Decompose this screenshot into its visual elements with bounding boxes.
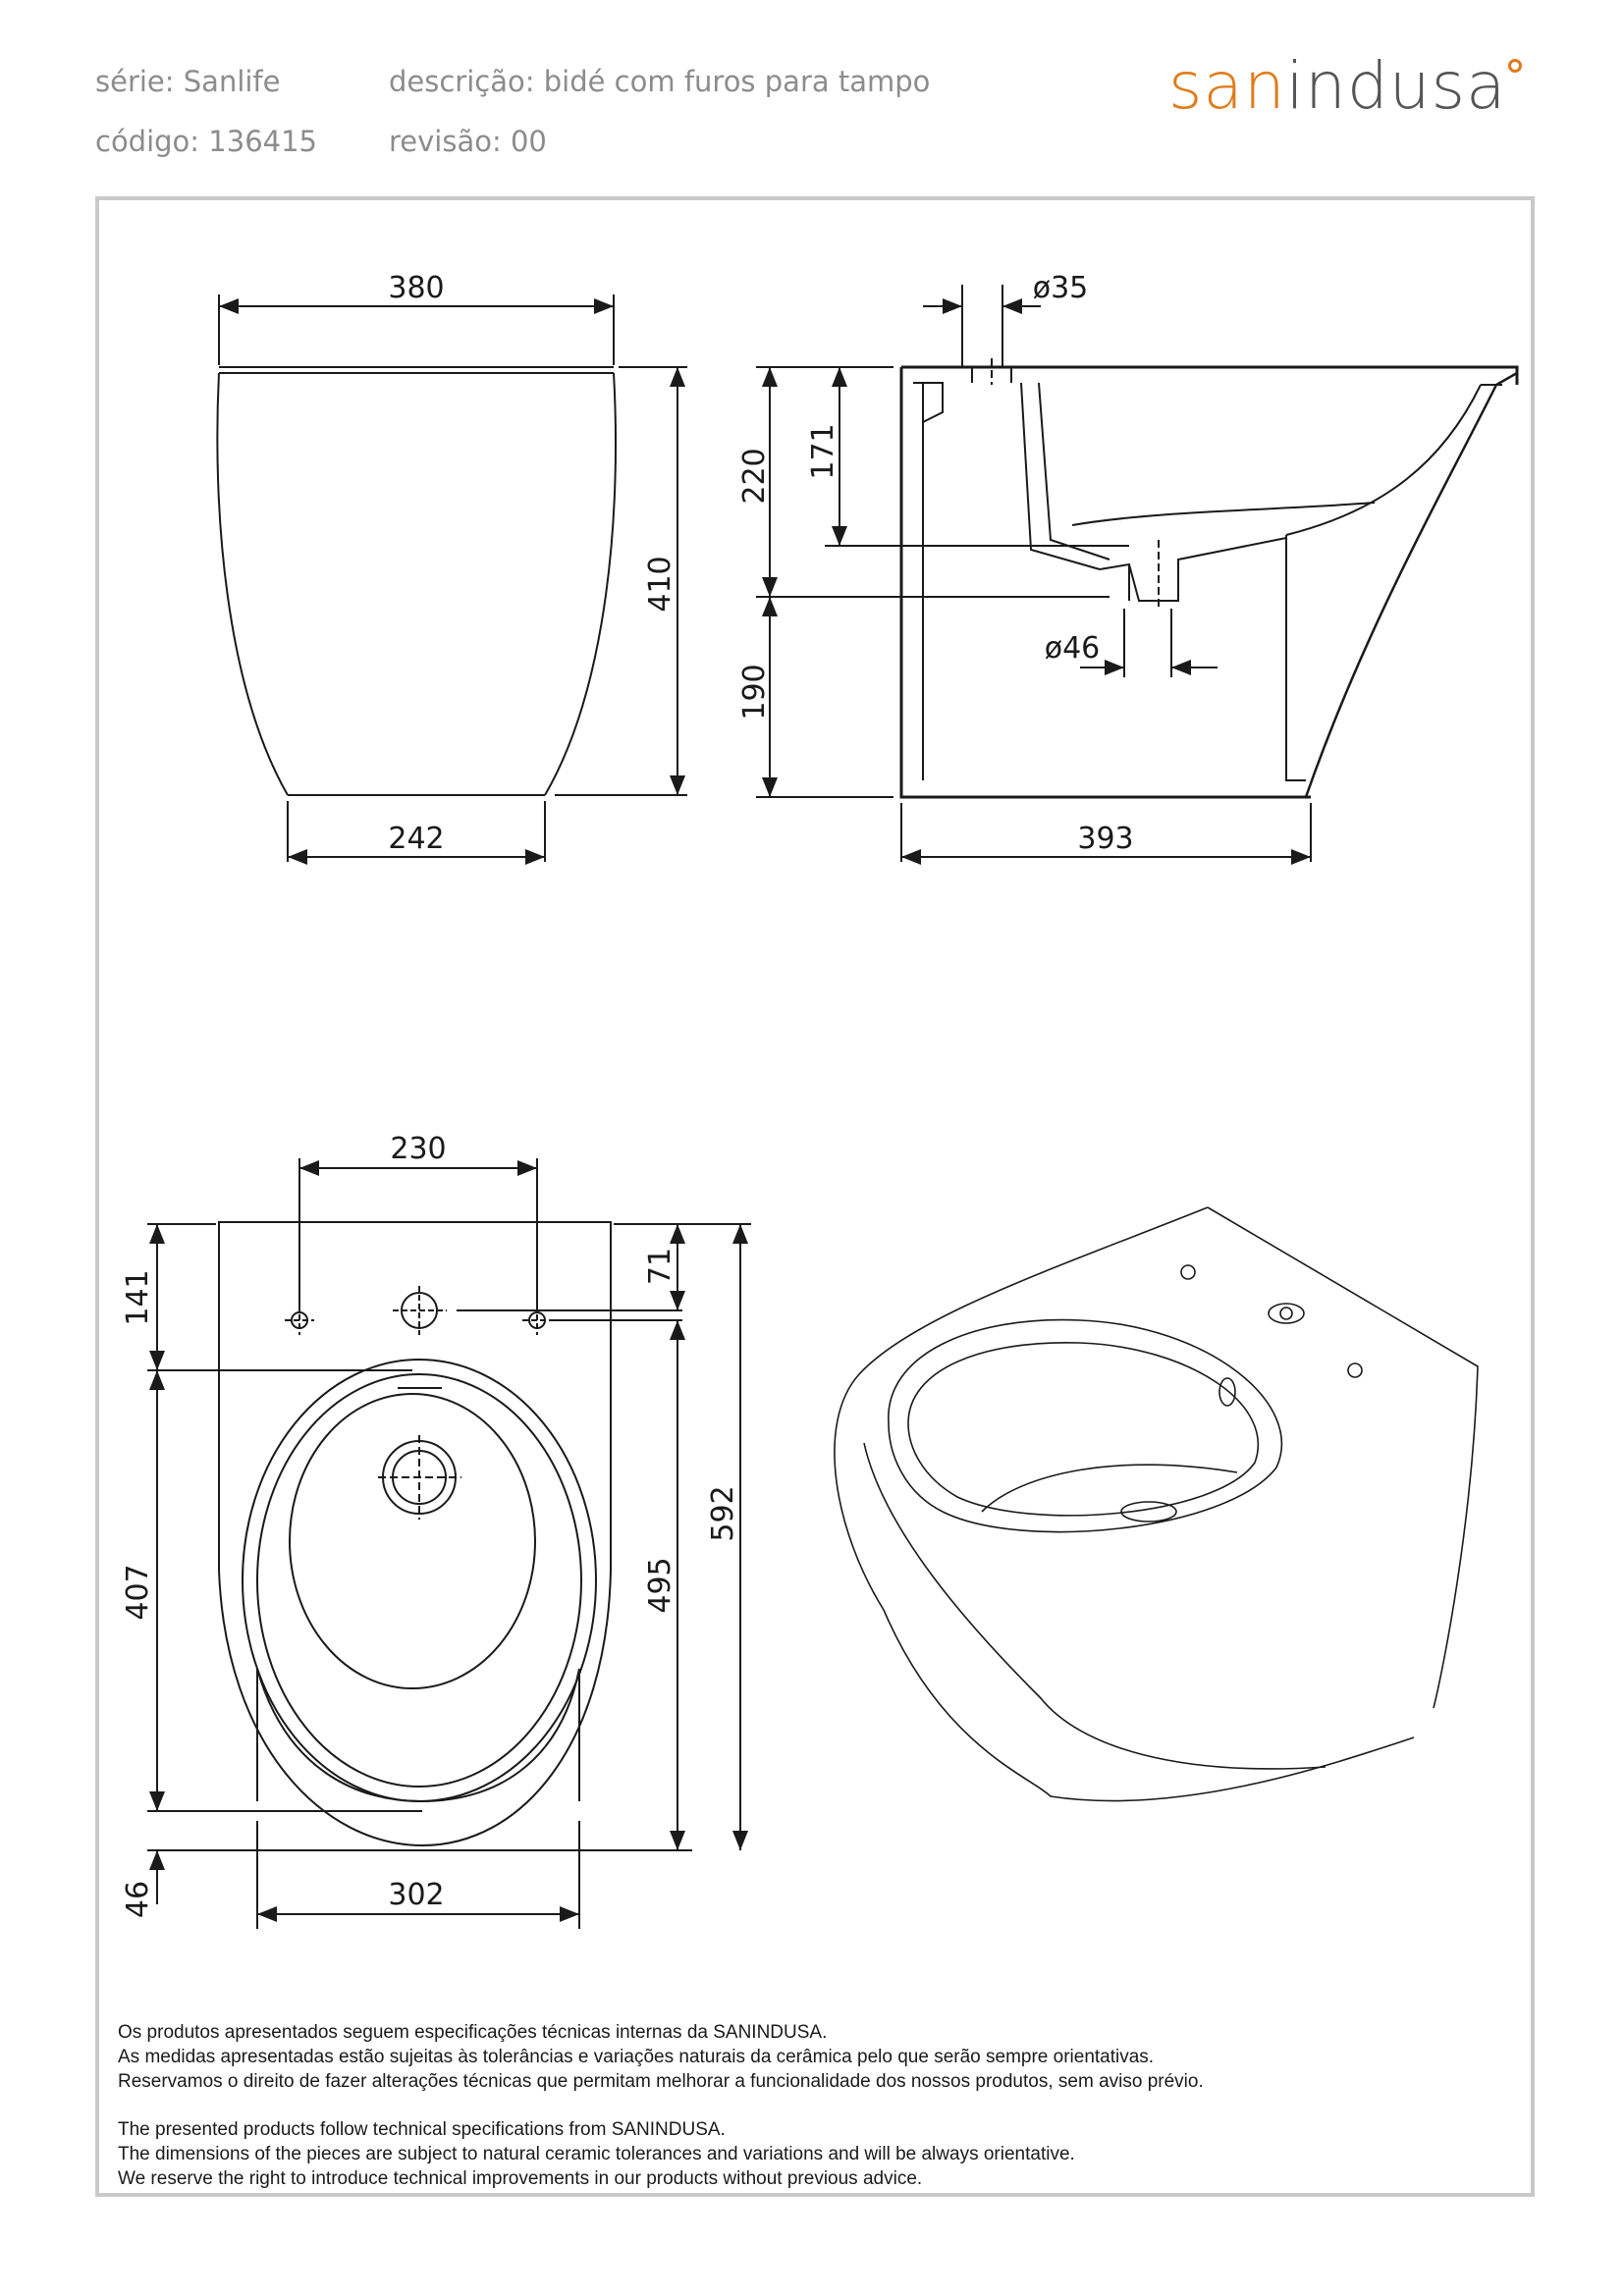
dim-302: 302 [388, 1878, 445, 1912]
logo-text-san: san [1168, 48, 1286, 124]
note-pt-line-1: Os produtos apresentados seguem especificações técnicas internas da SANINDUSA. [118, 2022, 828, 2043]
dim-d35: ø35 [1032, 271, 1089, 305]
dim-410: 410 [643, 556, 677, 613]
note-pt-line-2: As medidas apresentadas estão sujeitas às tolerâncias e variações naturais da cerâmica pelo que serão sempre orientativas. [118, 2047, 1155, 2067]
note-pt-line-3: Reservamos o direito de fazer alterações técnicas que permitam melhorar a funcionalidade dos nossos produtos, sem aviso prévio. [118, 2071, 1204, 2092]
revision-label: revisão: 00 [389, 125, 547, 158]
side-section-view [756, 285, 1517, 862]
perspective-hole-left-icon [1181, 1265, 1195, 1279]
perspective-view [835, 1207, 1478, 1801]
dim-230: 230 [390, 1132, 447, 1166]
code-label: código: 136415 [95, 125, 317, 158]
notes-english [118, 2117, 1075, 2191]
dim-d46: ø46 [1044, 631, 1101, 666]
note-en-line-3: We reserve the right to introduce technical improvements in our products without previous advice. [118, 2168, 923, 2189]
notes-portuguese [118, 2020, 1204, 2094]
description-label: descrição: bidé com furos para tampo [389, 65, 931, 98]
perspective-hole-right-icon [1348, 1363, 1362, 1377]
dim-407: 407 [121, 1564, 155, 1621]
series-label: série: Sanlife [95, 65, 281, 98]
front-view [217, 294, 687, 862]
dim-380: 380 [388, 271, 445, 305]
note-en-line-1: The presented products follow technical specifications from SANINDUSA. [118, 2119, 726, 2140]
dim-220: 220 [737, 448, 772, 505]
perspective-jet-icon [1219, 1378, 1235, 1406]
dim-190: 190 [737, 664, 772, 721]
note-en-line-2: The dimensions of the pieces are subject to natural ceramic tolerances and variations and will be always orientative. [118, 2144, 1075, 2164]
dim-71: 71 [643, 1247, 677, 1286]
dim-393: 393 [1077, 822, 1134, 856]
logo-text-indusa: indusa [1285, 48, 1507, 124]
dim-46: 46 [121, 1880, 155, 1919]
dim-141: 141 [121, 1269, 155, 1326]
dim-242: 242 [388, 822, 445, 856]
dim-592: 592 [706, 1485, 740, 1542]
perspective-hole-center-icon [1269, 1304, 1304, 1323]
dim-171: 171 [806, 423, 840, 480]
dim-495: 495 [643, 1557, 677, 1614]
